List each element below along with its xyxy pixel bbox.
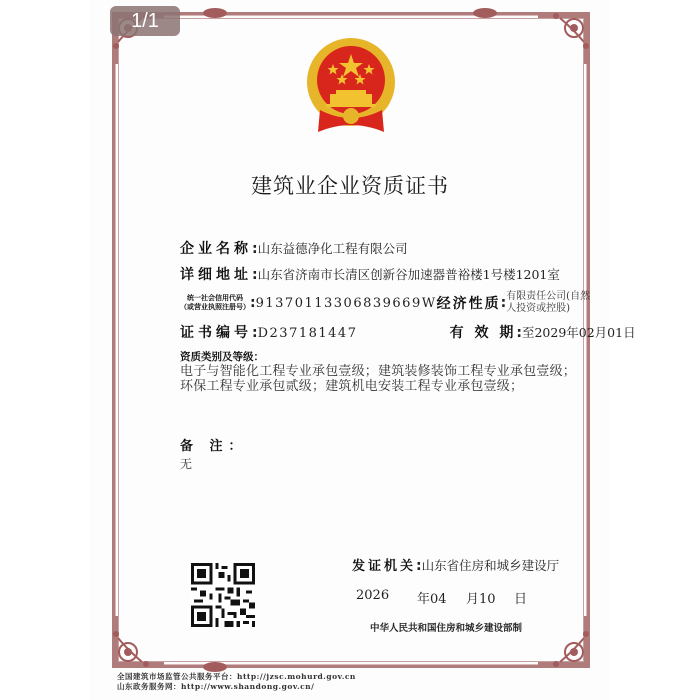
colon: : (500, 295, 507, 311)
cert-number-label: 证书编号 (180, 325, 252, 341)
colon: : (252, 325, 258, 341)
colon: : (416, 558, 422, 574)
validity-value: 至2029年02月01日 (521, 325, 636, 340)
issue-day-unit: 日 (514, 592, 528, 607)
credit-code-value: 91370113306839669W (255, 295, 437, 311)
issuer-value: 山东省住房和城乡建设厅 (421, 558, 560, 573)
remarks-value: 无 (180, 457, 193, 471)
issuer-row (352, 555, 559, 574)
national-emblem-icon (300, 36, 402, 140)
certificate-title: 建筑业企业资质证书 (251, 174, 449, 198)
cert-number-row (180, 322, 636, 342)
address-value: 山东省济南市长清区创新谷加速器普裕楼1号楼1201室 (257, 267, 560, 282)
issue-day: 月10 (466, 592, 496, 607)
economic-nature-value: 有限责任公司(自然人投资或控股) (506, 291, 591, 314)
corner-ornament-icon (534, 612, 594, 672)
corner-ornament-icon (108, 612, 168, 672)
corner-ornament-icon (534, 8, 594, 68)
economic-nature-label: 经济性质 (436, 296, 501, 312)
company-name-row (180, 238, 408, 258)
cert-number-value: D237181447 (257, 326, 358, 341)
issuer-label: 发证机关 (352, 559, 417, 574)
edge-ornament-icon (200, 6, 230, 20)
colon: : (252, 241, 258, 257)
credit-code-row (180, 291, 594, 315)
credit-code-label-line2: （或营业执照注册号） (180, 303, 250, 311)
company-name-value: 山东益德净化工程有限公司 (257, 241, 408, 256)
remarks-label: 备 注： (180, 439, 248, 454)
qualifications-value: 电子与智能化工程专业承包壹级；建筑装修装饰工程专业承包壹级；环保工程专业承包贰级；建筑机电安装工程专业承包壹级； (180, 364, 577, 394)
made-by: 中华人民共和国住房和城乡建设部制 (370, 623, 523, 634)
validity-label: 有 效 期 (449, 325, 517, 341)
page-indicator: 1/1 (110, 6, 180, 36)
issue-year: 2026 (356, 588, 390, 603)
colon: : (250, 295, 256, 311)
credit-code-label-line1: 统一社会信用代码 (187, 294, 243, 302)
address-row (180, 264, 560, 284)
footer-platform-link[interactable]: 全国建筑市场监管公共服务平台：http://jzsc.mohurd.gov.cn (117, 672, 356, 681)
footer-gov-link[interactable]: 山东政务服务网：http://www.shandong.gov.cn/ (117, 682, 315, 691)
colon: : (252, 267, 258, 283)
qr-code-icon (191, 563, 255, 627)
footer-links (117, 672, 356, 692)
qualifications-label: 资质类别及等级： (180, 351, 264, 363)
company-name-label: 企业名称 (180, 241, 252, 257)
address-label: 详细地址 (180, 267, 252, 283)
credit-code-label (180, 294, 250, 312)
issue-month: 年04 (417, 592, 447, 607)
edge-ornament-icon (470, 6, 500, 20)
colon: : (516, 325, 522, 341)
